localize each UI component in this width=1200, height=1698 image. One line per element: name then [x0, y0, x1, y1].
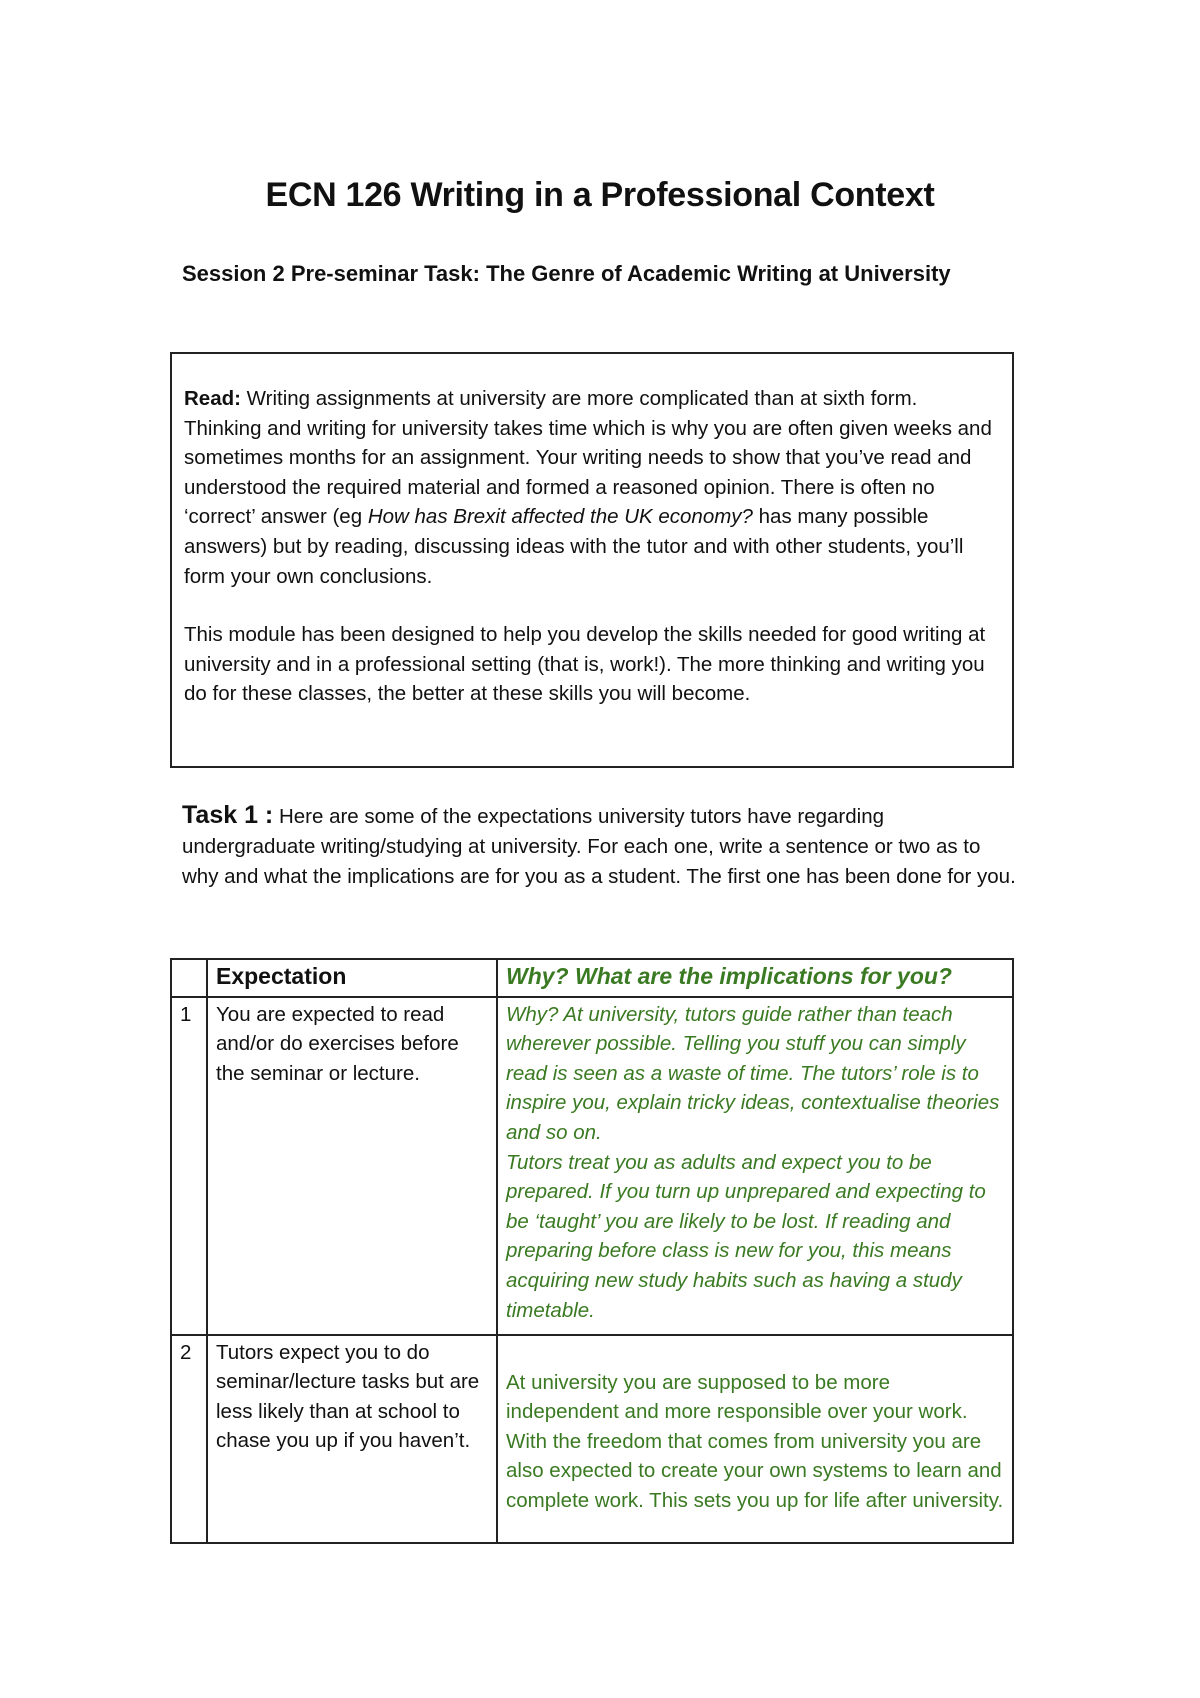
document-title: ECN 126 Writing in a Professional Context — [265, 176, 935, 214]
why-paragraph-2: Tutors treat you as adults and expect you to be prepared. If you turn up unprepared and expecting to be ‘taught’ you are likely to be lost. If reading and preparing before class is new for you, this means acquiring new study habits such as having a study timetable. — [506, 1150, 986, 1322]
header-number-cell — [171, 959, 207, 997]
read-text-part-2: has many possible answers) but by reading, discussing ideas with the tutor and with other students, you’ll form your own conclusions. — [184, 505, 964, 588]
expectation-cell: Tutors expect you to do seminar/lecture tasks but are less likely than at school to chase you up if you haven’t. — [207, 1335, 497, 1543]
read-paragraph-1 — [184, 384, 998, 591]
table-row — [171, 1335, 1013, 1543]
task1-text: Here are some of the expectations university tutors have regarding undergraduate writing/studying at university. For each one, write a sentence or two as to why and what the implications are for you as a student. The first one has been done for you. — [182, 805, 1016, 888]
why-text: At university you are supposed to be more independent and more responsible over your work. With the freedom that comes from university you are also expected to create your own systems to learn and complete work. This sets you up for life after university. — [506, 1370, 1004, 1512]
why-cell-spacer — [506, 1338, 1004, 1368]
why-paragraph-1: Why? At university, tutors guide rather than teach wherever possible. Telling you stuff you can simply read is seen as a waste of time. The tutors’ role is to inspire you, explain tricky ideas, contextualise theories and so on. — [506, 1002, 1000, 1144]
table-row — [171, 997, 1013, 1335]
table-header-row — [171, 959, 1013, 997]
header-why: Why? What are the implications for you? — [497, 959, 1013, 997]
expectation-cell: You are expected to read and/or do exercises before the seminar or lecture. — [207, 997, 497, 1335]
header-expectation: Expectation — [207, 959, 497, 997]
read-label: Read: — [184, 387, 241, 410]
row-number: 2 — [171, 1335, 207, 1543]
document-subtitle: Session 2 Pre-seminar Task: The Genre of Academic Writing at University — [182, 261, 951, 286]
task1-label: Task 1 : — [182, 801, 274, 829]
read-box — [170, 352, 1014, 768]
why-cell — [497, 1335, 1013, 1543]
read-paragraph-2: This module has been designed to help you develop the skills needed for good writing at university and in a professional setting (that is, work!). The more thinking and writing you do for these classes, the better at these skills you will become. — [184, 623, 986, 706]
task1-intro — [182, 800, 1022, 892]
read-text-italic-question: How has Brexit affected the UK economy? — [367, 505, 753, 529]
read-text-part-1: Writing assignments at university are more complicated than at sixth form. Thinking and writing for university takes time which is why you are often given weeks and sometimes months for an assignment. Your writing needs to show that you’ve read and understood the required material and formed a reasoned opinion. There is often no ‘correct’ answer (eg — [184, 387, 992, 529]
why-cell — [497, 997, 1013, 1335]
row-number: 1 — [171, 997, 207, 1335]
expectations-table — [170, 958, 1014, 1544]
